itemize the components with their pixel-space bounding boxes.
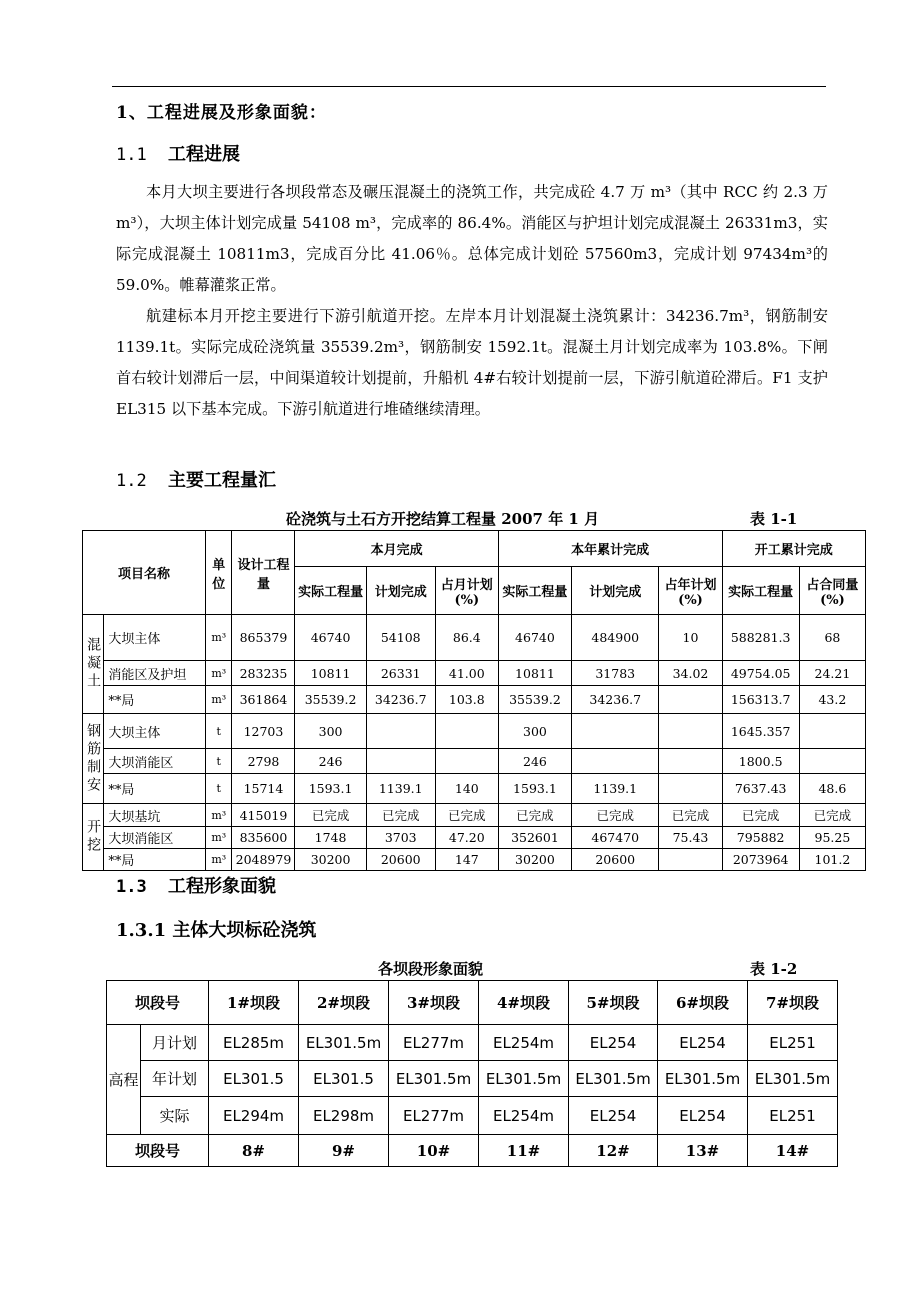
table-row [83, 827, 866, 849]
table-cell [366, 714, 435, 749]
table-row [83, 686, 866, 714]
row-item-name: 大坝消能区 [104, 749, 206, 774]
table-cell [435, 749, 498, 774]
table-cell: m³ [206, 827, 232, 849]
table-cell: EL254m [479, 1025, 569, 1061]
table-cell: 1593.1 [498, 774, 571, 804]
table-cell [659, 849, 722, 871]
section-title: 工程形象面貌 [168, 876, 276, 897]
section-1-2-heading [116, 466, 276, 492]
header-section-number: 8# [209, 1135, 299, 1167]
table-cell: 147 [435, 849, 498, 871]
table-cell: 283235 [232, 661, 295, 686]
table-cell: m³ [206, 661, 232, 686]
header-section-number: 10# [389, 1135, 479, 1167]
table-2-caption: 各坝段形象面貌 [378, 960, 484, 978]
table-cell: 300 [498, 714, 571, 749]
table-row [107, 1025, 838, 1061]
table-row [83, 615, 866, 661]
table-cell: 95.25 [799, 827, 865, 849]
header-section-number: 5#坝段 [569, 981, 658, 1025]
table-cell: 352601 [498, 827, 571, 849]
table-cell: 20600 [366, 849, 435, 871]
table-cell: t [206, 774, 232, 804]
table-header-row [107, 1135, 838, 1167]
header-section-number: 12# [569, 1135, 658, 1167]
table-row [83, 661, 866, 686]
table-cell: EL251 [748, 1025, 838, 1061]
table-cell: 3703 [366, 827, 435, 849]
table-cell: m³ [206, 804, 232, 827]
table-cell: 1748 [295, 827, 366, 849]
table-cell: 48.6 [799, 774, 865, 804]
header-section-number: 11# [479, 1135, 569, 1167]
table-cell [572, 749, 659, 774]
table-cell: EL277m [389, 1097, 479, 1135]
header-actual: 实际工程量 [498, 567, 571, 615]
table-cell: 已完成 [722, 804, 799, 827]
table-cell: 30200 [295, 849, 366, 871]
heading-1: 1、工程进展及形象面貌： [116, 103, 327, 123]
table-cell: 41.00 [435, 661, 498, 686]
table-row [83, 774, 866, 804]
table-cell: 361864 [232, 686, 295, 714]
table-cell: EL254m [479, 1097, 569, 1135]
table-cell: 1800.5 [722, 749, 799, 774]
table-cell: 7637.43 [722, 774, 799, 804]
table-cell: 103.8 [435, 686, 498, 714]
table-cell [435, 714, 498, 749]
row-group-label: 混凝土 [83, 615, 104, 714]
table-cell: EL285m [209, 1025, 299, 1061]
row-item-name: **局 [104, 849, 206, 871]
table-cell: 467470 [572, 827, 659, 849]
table-cell: 已完成 [799, 804, 865, 827]
table-cell: m³ [206, 615, 232, 661]
table-cell: 1139.1 [572, 774, 659, 804]
header-section-number: 14# [748, 1135, 838, 1167]
header-pct-month: 占月计划(%) [435, 567, 498, 615]
row-item-name: 大坝消能区 [104, 827, 206, 849]
table-cell: 31783 [572, 661, 659, 686]
table-cell [366, 749, 435, 774]
table-cell: EL254 [569, 1097, 658, 1135]
header-year: 本年累计完成 [498, 531, 722, 567]
header-plan: 计划完成 [572, 567, 659, 615]
table-cell: EL301.5m [658, 1061, 748, 1097]
header-pct-year: 占年计划(%) [659, 567, 722, 615]
table-cell: 35539.2 [295, 686, 366, 714]
table-header-row [107, 981, 838, 1025]
row-item-name: 消能区及护坦 [104, 661, 206, 686]
table-cell: 156313.7 [722, 686, 799, 714]
row-label: 年计划 [141, 1061, 209, 1097]
header-section: 坝段号 [107, 1135, 209, 1167]
header-section-number: 13# [658, 1135, 748, 1167]
paragraph-2: 航建标本月开挖主要进行下游引航道开挖。左岸本月计划混凝土浇筑累计：34236.7m³，钢筋制安 1139.1t。实际完成砼浇筑量 35539.2m³，钢筋制安 1592.1t。混凝土月计划完成率为 103.8%。下闸首右较计划滞后一层，中间渠道较计划提前，升船机 4#右较计划提前一层，下游引航道砼滞后。F1 支护 EL315 以下基本完成。下游引航道进行堆碴继续清理。 [116, 307, 828, 418]
table-2-number: 表 1-2 [750, 960, 798, 978]
table-cell: m³ [206, 686, 232, 714]
table-cell: 12703 [232, 714, 295, 749]
table-cell: m³ [206, 849, 232, 871]
header-design-quantity: 设计工程量 [232, 531, 295, 615]
header-section-number: 2#坝段 [299, 981, 389, 1025]
header-pct-contract: 占合同量(%) [799, 567, 865, 615]
paragraph-block [116, 177, 828, 425]
table-cell: 795882 [722, 827, 799, 849]
table-cell: 68 [799, 615, 865, 661]
table-cell: 1645.357 [722, 714, 799, 749]
section-title: 工程进展 [168, 144, 240, 165]
header-unit: 单位 [206, 531, 232, 615]
table-cell: 835600 [232, 827, 295, 849]
row-item-name: 大坝主体 [104, 714, 206, 749]
table-cell: 26331 [366, 661, 435, 686]
table-cell: 15714 [232, 774, 295, 804]
table-cell: 300 [295, 714, 366, 749]
table-cell: 24.21 [799, 661, 865, 686]
table-cell: 34236.7 [366, 686, 435, 714]
row-label: 实际 [141, 1097, 209, 1135]
header-plan: 计划完成 [366, 567, 435, 615]
paragraph-1: 本月大坝主要进行各坝段常态及碾压混凝土的浇筑工作，共完成砼 4.7 万 m³（其中 RCC 约 2.3 万 m³），大坝主体计划完成量 54108 m³，完成率的 86.4%。消能区与护坦计划完成混凝土 26331m3，实际完成混凝土 10811m3，完成百分比 41.06％。总体完成计划砼 57560m3，完成计划 97434m³的 59.0%。帷幕灌浆正常。 [116, 183, 828, 294]
table-cell: 43.2 [799, 686, 865, 714]
table-1-caption: 砼浇筑与土石方开挖结算工程量 2007 年 1 月 [286, 510, 600, 528]
table-cell [659, 749, 722, 774]
row-item-name: 大坝主体 [104, 615, 206, 661]
table-cell [659, 686, 722, 714]
table-1-number: 表 1-1 [750, 510, 798, 528]
table-cell: EL301.5m [479, 1061, 569, 1097]
table-cell: EL254 [569, 1025, 658, 1061]
table-cell [799, 749, 865, 774]
table-cell: 2798 [232, 749, 295, 774]
table-cell: 484900 [572, 615, 659, 661]
table-cell: 54108 [366, 615, 435, 661]
row-label: 月计划 [141, 1025, 209, 1061]
header-section-number: 7#坝段 [748, 981, 838, 1025]
table-cell: 47.20 [435, 827, 498, 849]
table-cell: 1593.1 [295, 774, 366, 804]
table-cell: EL301.5m [748, 1061, 838, 1097]
table-cell: 865379 [232, 615, 295, 661]
table-cell: EL251 [748, 1097, 838, 1135]
table-1 [82, 530, 866, 871]
table-cell: 已完成 [659, 804, 722, 827]
table-cell: t [206, 714, 232, 749]
section-1-3-heading [116, 872, 276, 898]
row-group-label: 高程 [107, 1025, 141, 1135]
header-section-number: 4#坝段 [479, 981, 569, 1025]
table-cell: 10811 [498, 661, 571, 686]
table-cell [659, 714, 722, 749]
table-row [107, 1097, 838, 1135]
table-cell: EL277m [389, 1025, 479, 1061]
section-number: 1.2 [116, 471, 147, 491]
table-cell: 86.4 [435, 615, 498, 661]
section-number: 1.3 [116, 877, 147, 897]
table-cell: 1139.1 [366, 774, 435, 804]
header-section-number: 9# [299, 1135, 389, 1167]
table-cell [799, 714, 865, 749]
table-cell: EL301.5m [569, 1061, 658, 1097]
table-cell: 246 [498, 749, 571, 774]
table-cell: 140 [435, 774, 498, 804]
table-cell: 已完成 [366, 804, 435, 827]
table-cell: 101.2 [799, 849, 865, 871]
table-cell: EL294m [209, 1097, 299, 1135]
table-row [107, 1061, 838, 1097]
table-row [83, 714, 866, 749]
row-item-name: 大坝基坑 [104, 804, 206, 827]
header-section-number: 3#坝段 [389, 981, 479, 1025]
table-2 [106, 980, 838, 1167]
header-total: 开工累计完成 [722, 531, 865, 567]
table-cell: EL298m [299, 1097, 389, 1135]
row-group-label: 钢筋制安 [83, 714, 104, 804]
table-cell: 20600 [572, 849, 659, 871]
table-cell: EL301.5 [299, 1061, 389, 1097]
table-cell: EL254 [658, 1097, 748, 1135]
row-item-name: **局 [104, 686, 206, 714]
header-actual: 实际工程量 [722, 567, 799, 615]
section-title: 主要工程量汇 [168, 470, 276, 491]
table-cell: 588281.3 [722, 615, 799, 661]
table-row [83, 849, 866, 871]
header-item-name: 项目名称 [83, 531, 206, 615]
section-1-1-heading [116, 140, 240, 166]
table-cell: 2048979 [232, 849, 295, 871]
row-group-label: 开挖 [83, 804, 104, 871]
header-section: 坝段号 [107, 981, 209, 1025]
table-cell: 已完成 [295, 804, 366, 827]
table-cell: 46740 [498, 615, 571, 661]
table-row [83, 749, 866, 774]
section-number: 1.1 [116, 145, 147, 165]
table-cell: 75.43 [659, 827, 722, 849]
table-row [83, 804, 866, 827]
table-cell: EL301.5m [389, 1061, 479, 1097]
table-cell: EL301.5m [299, 1025, 389, 1061]
table-cell: 已完成 [435, 804, 498, 827]
table-cell: 246 [295, 749, 366, 774]
table-cell: t [206, 749, 232, 774]
table-cell [659, 774, 722, 804]
table-cell [572, 714, 659, 749]
table-cell: 30200 [498, 849, 571, 871]
table-cell: EL254 [658, 1025, 748, 1061]
table-cell: 415019 [232, 804, 295, 827]
table-cell: 已完成 [572, 804, 659, 827]
table-cell: 10 [659, 615, 722, 661]
table-cell: EL301.5 [209, 1061, 299, 1097]
table-cell: 49754.05 [722, 661, 799, 686]
table-cell: 10811 [295, 661, 366, 686]
header-actual: 实际工程量 [295, 567, 366, 615]
header-section-number: 6#坝段 [658, 981, 748, 1025]
table-cell: 35539.2 [498, 686, 571, 714]
header-section-number: 1#坝段 [209, 981, 299, 1025]
table-cell: 34.02 [659, 661, 722, 686]
header-rule [112, 86, 826, 87]
section-1-3-1-heading: 1.3.1 主体大坝标砼浇筑 [116, 920, 317, 941]
row-item-name: **局 [104, 774, 206, 804]
header-month: 本月完成 [295, 531, 498, 567]
table-cell: 已完成 [498, 804, 571, 827]
table-cell: 46740 [295, 615, 366, 661]
table-cell: 2073964 [722, 849, 799, 871]
table-cell: 34236.7 [572, 686, 659, 714]
